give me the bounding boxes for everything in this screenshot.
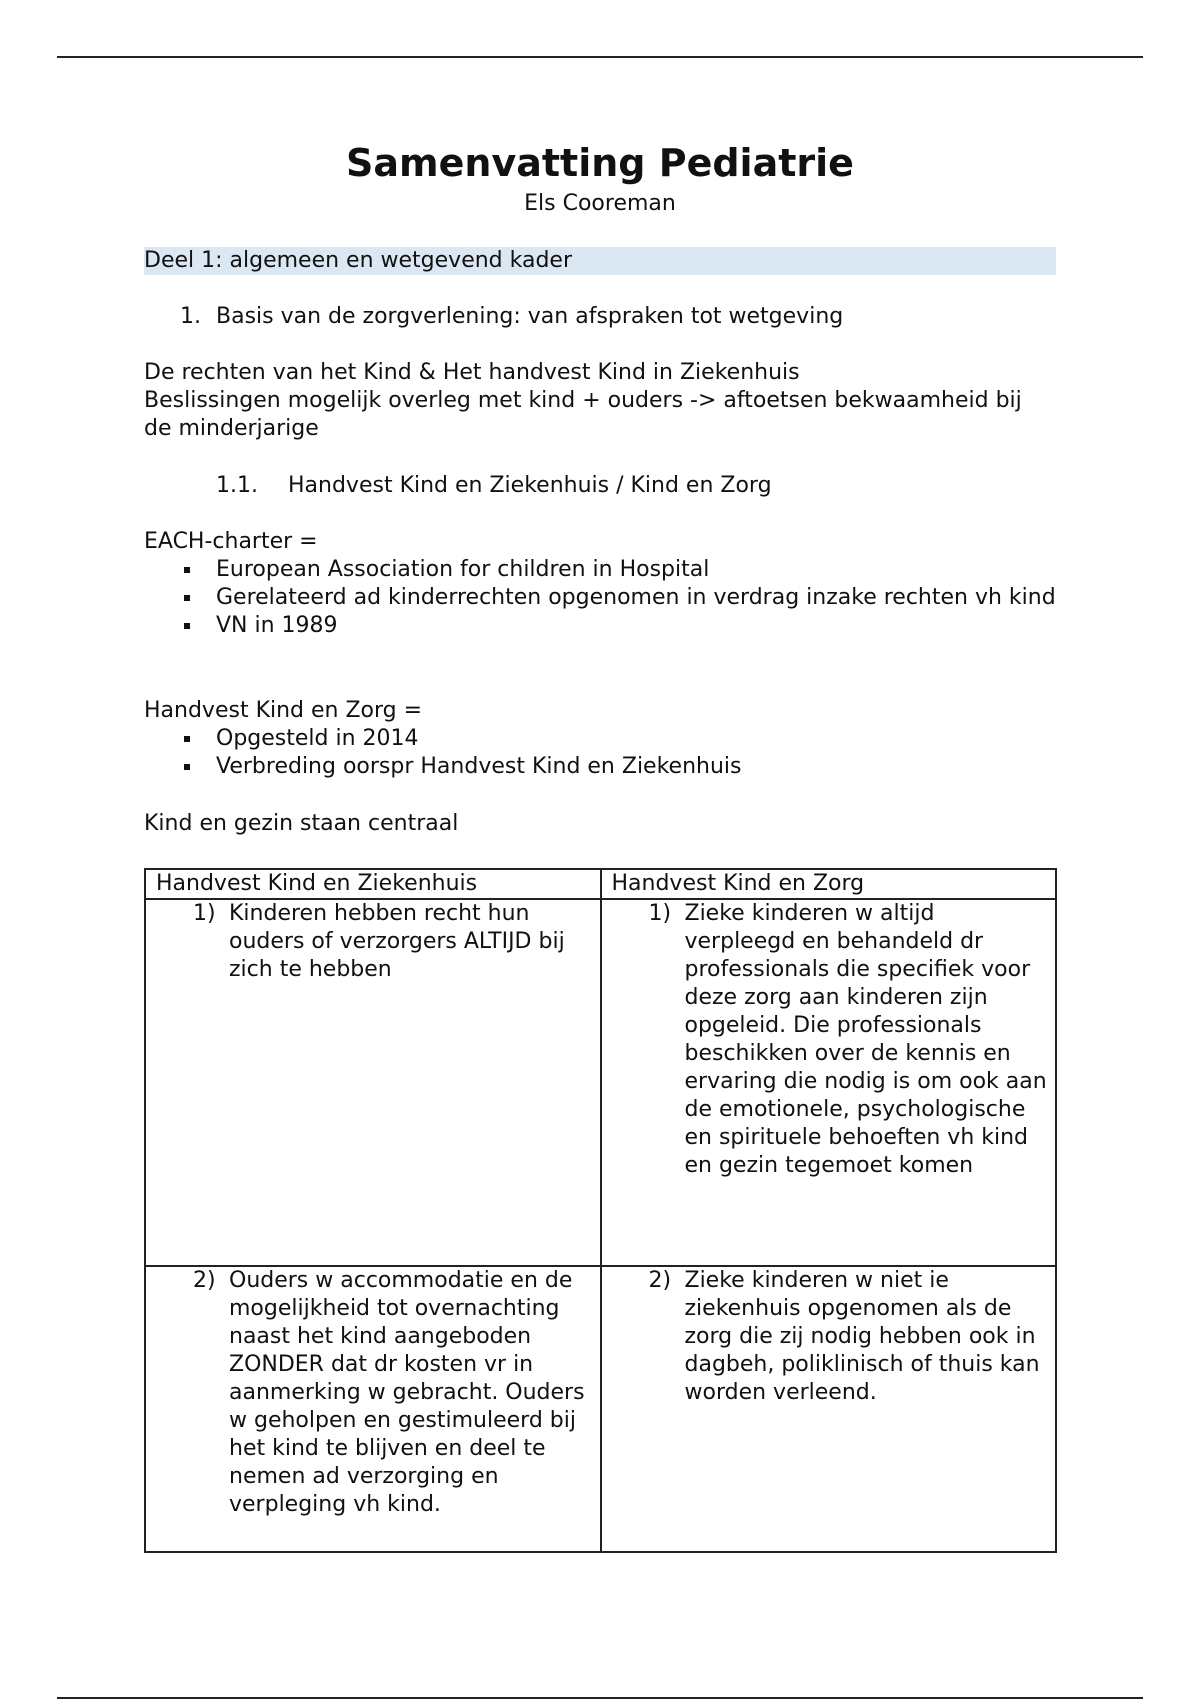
cell-text: Kinderen hebben recht hun ouders of verzorgers ALTIJD bij zich te hebben xyxy=(229,901,565,982)
bullet-icon xyxy=(184,764,190,770)
list-item xyxy=(144,612,1056,640)
header-rule xyxy=(57,56,1143,58)
handvest-zorg-label: Handvest Kind en Zorg = xyxy=(144,698,423,723)
cell-text: Ouders w accommodatie en de mogelijkheid tot overnachting naast het kind aangeboden ZONDER dat dr kosten vr in aanmerking w gebracht. Ouders w geholpen en gestimuleerd bij het kind te blijven en deel te nemen ad verzorging en verpleging vh kind. xyxy=(229,1268,585,1517)
list-item-text: European Association for children in Hospital xyxy=(216,557,710,582)
list-item-text: Opgesteld in 2014 xyxy=(216,726,419,751)
cell-text: Zieke kinderen w niet ie ziekenhuis opgenomen als de zorg die zij nodig hebben ook in dagbeh, poliklinisch of thuis kan worden verleend. xyxy=(684,1268,1040,1405)
heading-1-text: Basis van de zorgverlening: van afspraken tot wetgeving xyxy=(216,304,844,329)
bullet-icon xyxy=(184,736,190,742)
bullet-icon xyxy=(184,567,190,573)
item-number: 2) xyxy=(648,1268,672,1293)
footer-rule xyxy=(57,1697,1143,1699)
intro-line: Beslissingen mogelijk overleg met kind + ouders -> aftoetsen bekwaamheid bij de minderjarige xyxy=(144,388,1022,441)
list-item-text: VN in 1989 xyxy=(216,613,338,638)
each-charter-list xyxy=(144,556,1056,640)
table-cell xyxy=(601,899,1057,1266)
item-number: 1) xyxy=(648,901,672,926)
table-row xyxy=(145,1266,1056,1552)
heading-2-number: 1.1. xyxy=(216,473,258,498)
item-number: 1) xyxy=(193,901,216,926)
document-author: Els Cooreman xyxy=(524,191,676,216)
table-cell xyxy=(145,899,601,1266)
list-item xyxy=(144,584,1056,612)
table-cell xyxy=(145,1266,601,1552)
table-cell xyxy=(601,1266,1057,1552)
list-item-text: Verbreding oorspr Handvest Kind en Ziekenhuis xyxy=(216,754,742,779)
table-header-right: Handvest Kind en Zorg xyxy=(601,869,1057,899)
intro-paragraph xyxy=(144,359,1056,443)
cell-text: Zieke kinderen w altijd verpleegd en behandeld dr professionals die specifiek voor deze zorg aan kinderen zijn opgeleid. Die professionals beschikken over de kennis en ervaring die nodig is om ook aan de emotionele, psychologische en spirituele behoeften vh kind en gezin tegemoet komen xyxy=(684,901,1047,1178)
table-header-row xyxy=(145,869,1056,899)
heading-1-number: 1. xyxy=(180,304,201,329)
table-header-left: Handvest Kind en Ziekenhuis xyxy=(145,869,601,899)
document-title: Samenvatting Pediatrie xyxy=(346,141,854,185)
list-item xyxy=(144,725,1056,753)
list-item xyxy=(144,556,1056,584)
heading-2-text: Handvest Kind en Ziekenhuis / Kind en Zorg xyxy=(288,473,772,498)
bullet-icon xyxy=(184,595,190,601)
intro-line: De rechten van het Kind & Het handvest Kind in Ziekenhuis xyxy=(144,360,800,385)
section-heading: Deel 1: algemeen en wetgevend kader xyxy=(144,247,1056,275)
table-row xyxy=(145,899,1056,1266)
list-item xyxy=(144,753,1056,781)
item-number: 2) xyxy=(193,1268,216,1293)
handvest-zorg-list xyxy=(144,725,1056,781)
comparison-table xyxy=(144,868,1057,1553)
bullet-icon xyxy=(184,623,190,629)
central-statement: Kind en gezin staan centraal xyxy=(144,811,459,836)
list-item-text: Gerelateerd ad kinderrechten opgenomen in verdrag inzake rechten vh kind xyxy=(216,585,1056,610)
each-charter-label: EACH-charter = xyxy=(144,529,318,554)
